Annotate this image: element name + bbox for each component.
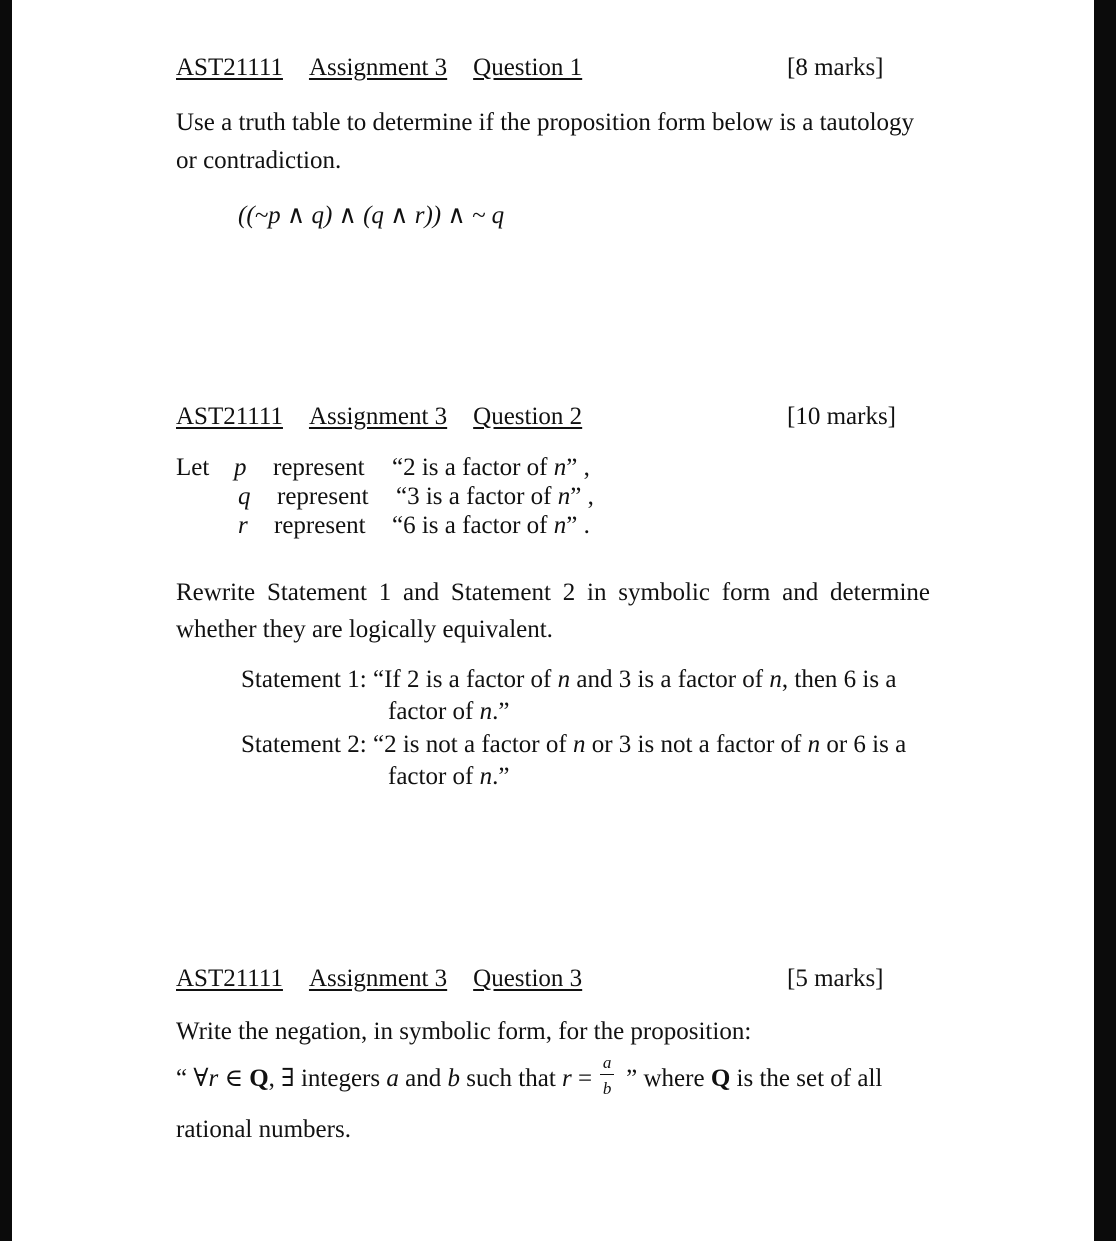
q3-course-code: AST21111 xyxy=(176,965,283,992)
q1-question: Question 1 xyxy=(473,54,583,81)
q2-instruction: Rewrite Statement 1 and Statement 2 in symbolic form and determine whether they are logically equivalent. xyxy=(176,579,930,643)
q2-statement2-label: Statement 2: xyxy=(241,731,367,758)
q1-marks: [8 marks] xyxy=(787,54,884,81)
q2-let-label: Let xyxy=(176,454,210,481)
left-black-border xyxy=(0,0,12,1241)
q2-course-code: AST21111 xyxy=(176,403,283,430)
q2-question: Question 2 xyxy=(473,403,583,430)
q2-statement1-label: Statement 1: xyxy=(241,666,367,693)
q2-header xyxy=(176,402,582,432)
q3-marks: [5 marks] xyxy=(787,965,884,992)
q2-statement2-line2: factor of n.” xyxy=(388,763,510,790)
q2-def-r-var: r xyxy=(238,512,248,539)
q3-question: Question 3 xyxy=(473,965,583,992)
q2-statement1-line2: factor of n.” xyxy=(388,698,510,725)
q2-marks: [10 marks] xyxy=(787,403,896,430)
q2-def-r-verb: represent xyxy=(274,512,366,539)
q3-instruction: Write the negation, in symbolic form, for the proposition: xyxy=(176,1018,752,1045)
q1-instruction-line2: or contradiction. xyxy=(176,147,342,174)
q2-def-p-verb: represent xyxy=(273,454,365,481)
q1-course-code: AST21111 xyxy=(176,54,283,81)
q1-instruction-line1: Use a truth table to determine if the proposition form below is a tautology xyxy=(176,109,915,136)
q2-def-p-quote: “2 is a factor of n” , xyxy=(392,454,590,481)
q3-last-line: rational numbers. xyxy=(176,1116,351,1143)
q1-assignment: Assignment 3 xyxy=(308,54,448,81)
right-black-border xyxy=(1094,0,1116,1241)
q2-def-p-var: p xyxy=(234,454,247,481)
q3-header xyxy=(176,964,582,994)
for-all-symbol: ∀ xyxy=(193,1065,209,1092)
q1-header xyxy=(176,53,582,83)
q2-statement1-line1: “If 2 is a factor of n and 3 is a factor of n, then 6 is a xyxy=(373,666,897,693)
q2-def-r-quote: “6 is a factor of n” . xyxy=(392,512,590,539)
q3-proposition: “ ∀r ∈ Q, ∃ integers a and b such that r = $\frac{a}{b}$ ” where Q is the set of all xyxy=(176,1053,883,1098)
q2-assignment: Assignment 3 xyxy=(308,403,448,430)
q2-def-q-verb: represent xyxy=(277,483,369,510)
fraction-a-over-b: $\frac{a}{b}$ xyxy=(598,1064,616,1094)
q3-assignment: Assignment 3 xyxy=(308,965,448,992)
q1-formula: ((~p ∧ q) ∧ (q ∧ r)) ∧ ~ q xyxy=(238,202,505,229)
q2-statement2-line1: “2 is not a factor of n or 3 is not a factor of n or 6 is a xyxy=(373,731,907,758)
q2-def-q-quote: “3 is a factor of n” , xyxy=(396,483,594,510)
document-page xyxy=(12,0,1094,1241)
q2-def-q-var: q xyxy=(238,483,251,510)
